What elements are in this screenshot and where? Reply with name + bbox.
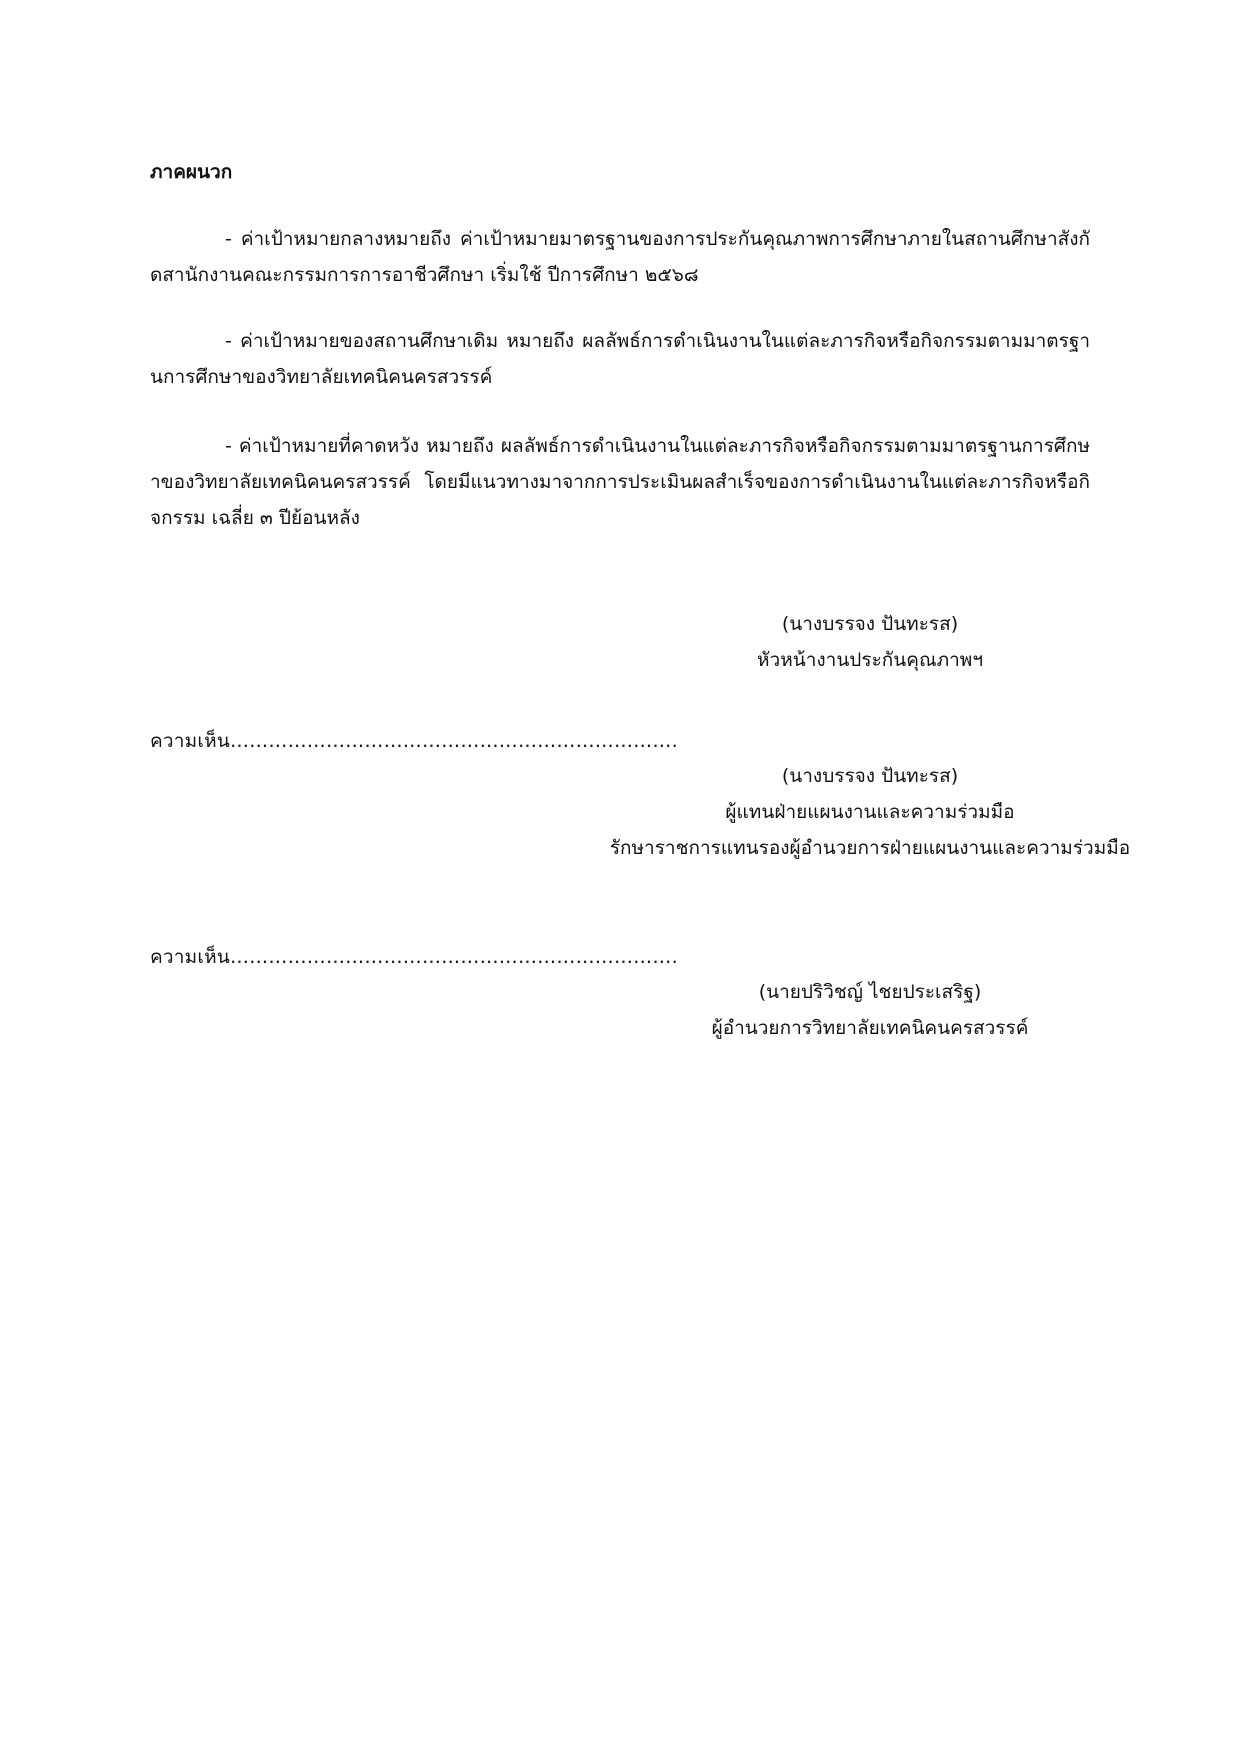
signature-block-quality-head <box>570 606 1170 678</box>
signer-position: หัวหน้างานประกันคุณภาพฯ <box>757 649 983 671</box>
page-heading: ภาคผนวก <box>150 161 233 183</box>
signature-block-director <box>570 974 1170 1046</box>
signer-name: (นางบรรจง ปันทะรส) <box>781 765 959 787</box>
paragraph-expected-target: - ค่าเป้าหมายที่คาดหวัง หมายถึง ผลลัพธ์การดำเนินงานในแต่ละภารกิจหรือกิจกรรมตามมาตรฐานการศึกษาของวิทยาลัยเทคนิคนครสวรรค์ โดยมีแนวทางมาจากการประเมินผลสำเร็จของการดำเนินงานในแต่ละภารกิจหรือกิจกรรม เฉลี่ย ๓ ปีย้อนหลัง <box>150 435 1090 529</box>
opinion-text: ความเห็น……………………………………………………………. <box>150 946 678 968</box>
signer-position: ผู้อำนวยการวิทยาลัยเทคนิคนครสวรรค์ <box>711 1017 1029 1039</box>
paragraph-original-target: - ค่าเป้าหมายของสถานศึกษาเดิม หมายถึง ผลลัพธ์การดำเนินงานในแต่ละภารกิจหรือกิจกรรมตามมาตรฐานการศึกษาของวิทยาลัยเทคนิคนครสวรรค์ <box>150 330 1090 388</box>
opinion-line-2 <box>150 942 678 972</box>
signature-block-planning-representative <box>570 758 1170 866</box>
opinion-text: ความเห็น……………………………………………………………. <box>150 730 678 752</box>
opinion-line-1 <box>150 726 678 756</box>
signer-position: ผู้แทนฝ่ายแผนงานและความร่วมมือ <box>725 801 1015 823</box>
signer-name: (นางบรรจง ปันทะรส) <box>781 613 959 635</box>
paragraph-central-target: - ค่าเป้าหมายกลางหมายถึง ค่าเป้าหมายมาตรฐานของการประกันคุณภาพการศึกษาภายในสถานศึกษาสังกัดสานักงานคณะกรรมการการอาชีวศึกษา เริ่มใช้ ปีการศึกษา ๒๕๖๘ <box>150 228 1090 286</box>
signer-name: (นายปริวิชญ์ ไชยประเสริฐ) <box>758 981 982 1003</box>
signer-acting-position: รักษาราชการแทนรองผู้อำนวยการฝ่ายแผนงานและความร่วมมือ <box>609 837 1131 859</box>
